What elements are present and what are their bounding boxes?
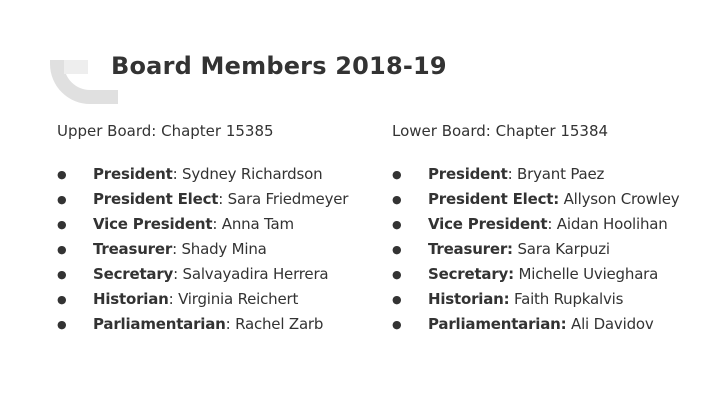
member-role: Secretary:: [428, 265, 514, 283]
member-role: President: [428, 165, 508, 183]
role-separator: :: [172, 240, 182, 258]
list-item: [57, 162, 377, 187]
member-name: Bryant Paez: [517, 165, 605, 183]
slide-title: Board Members 2018-19: [111, 52, 447, 80]
role-separator: :: [225, 315, 236, 333]
upper-board-heading: Upper Board: Chapter 15385: [57, 122, 274, 140]
role-separator: :: [507, 165, 518, 183]
lower-board-section: [392, 122, 712, 337]
member-name: Virginia Reichert: [178, 290, 299, 308]
list-item: [392, 237, 712, 262]
role-separator: :: [172, 165, 183, 183]
role-separator: :: [547, 215, 557, 233]
list-item: [392, 262, 712, 287]
list-item: [392, 287, 712, 312]
list-item: [57, 287, 377, 312]
member-name: Sara Friedmeyer: [227, 190, 349, 208]
role-separator: :: [173, 265, 183, 283]
corner-decoration-block: [64, 60, 88, 74]
list-item: [392, 212, 712, 237]
list-item: [392, 187, 712, 212]
member-role: Treasurer:: [428, 240, 513, 258]
lower-board-heading: Lower Board: Chapter 15384: [392, 122, 609, 140]
member-name: Sydney Richardson: [182, 165, 323, 183]
member-role: Treasurer: [93, 240, 173, 258]
lower-board-list: [392, 162, 712, 337]
member-name: Michelle Uvieghara: [518, 265, 659, 283]
list-item: [392, 162, 712, 187]
member-name: Salvayadira Herrera: [182, 265, 329, 283]
list-item: [57, 262, 377, 287]
list-item: [57, 237, 377, 262]
member-role: Parliamentarian: [93, 315, 226, 333]
member-name: Faith Rupkalvis: [514, 290, 624, 308]
role-separator: :: [218, 190, 228, 208]
corner-decoration: [0, 0, 120, 120]
list-item: [392, 312, 712, 337]
role-separator: :: [212, 215, 222, 233]
member-name: Rachel Zarb: [235, 315, 324, 333]
member-role: Historian:: [428, 290, 510, 308]
upper-board-list: [57, 162, 377, 337]
list-item: [57, 187, 377, 212]
member-role: Historian: [93, 290, 169, 308]
role-separator: :: [168, 290, 179, 308]
member-role: Parliamentarian:: [428, 315, 567, 333]
member-role: Vice President: [93, 215, 213, 233]
member-role: President: [93, 165, 173, 183]
member-role: President Elect: [93, 190, 219, 208]
member-role: Secretary: [93, 265, 174, 283]
member-name: Aidan Hoolihan: [556, 215, 668, 233]
list-item: [57, 312, 377, 337]
list-item: [57, 212, 377, 237]
member-name: Anna Tam: [221, 215, 294, 233]
member-name: Sara Karpuzi: [517, 240, 610, 258]
upper-board-section: [57, 122, 377, 337]
member-name: Allyson Crowley: [563, 190, 680, 208]
member-role: Vice President: [428, 215, 548, 233]
member-role: President Elect:: [428, 190, 560, 208]
member-name: Shady Mina: [181, 240, 267, 258]
member-name: Ali Davidov: [571, 315, 654, 333]
